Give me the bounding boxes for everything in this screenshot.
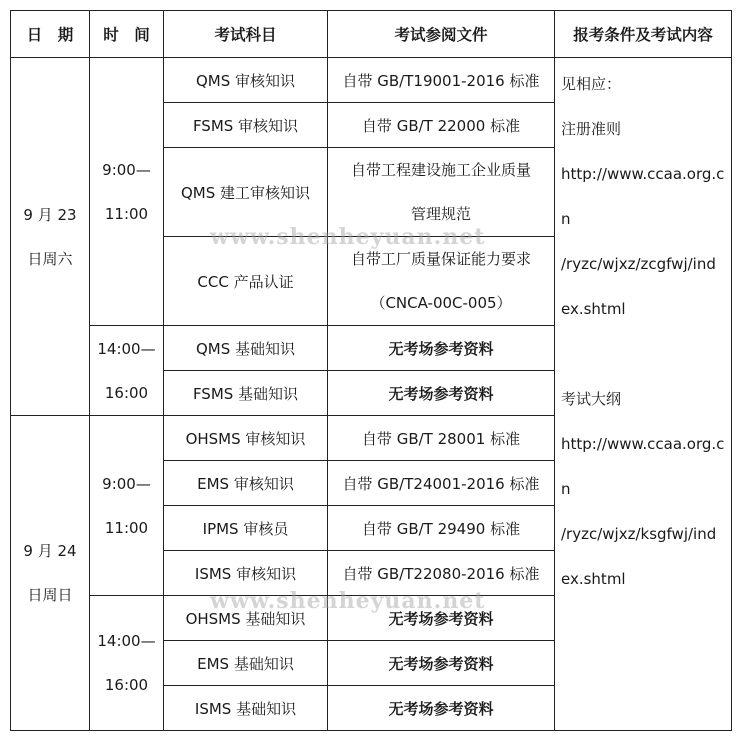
outline-label: 考试大纲 bbox=[561, 390, 622, 408]
exam-schedule-table bbox=[10, 10, 732, 731]
day2-morning-time-line1: 9:00— bbox=[102, 474, 151, 493]
regulation-url-part1[interactable]: http://www.ccaa.org.cn bbox=[561, 165, 725, 228]
reference-cell: 自带 GB/T24001-2016 标准 bbox=[328, 461, 555, 506]
day2-morning-time-line2: 11:00 bbox=[104, 518, 149, 537]
reference-line2: 管理规范 bbox=[410, 205, 471, 223]
day2-date-line2: 日周日 bbox=[27, 586, 73, 604]
reference-cell: 无考场参考资料 bbox=[328, 596, 555, 641]
regulation-url-part2[interactable]: /ryzc/wjxz/zcgfwj/ind bbox=[561, 255, 716, 273]
regulation-url-part3[interactable]: ex.shtml bbox=[561, 300, 626, 318]
day2-afternoon-time-line1: 14:00— bbox=[97, 632, 156, 650]
reference-cell: 自带 GB/T19001-2016 标准 bbox=[328, 58, 555, 103]
subject-cell: EMS 审核知识 bbox=[164, 461, 328, 506]
day1-morning-time-cell bbox=[90, 58, 164, 326]
watermark-text: www.shenheyuan.net bbox=[210, 224, 486, 250]
reference-cell: 自带 GB/T22080-2016 标准 bbox=[328, 551, 555, 596]
conditions-cell bbox=[555, 58, 732, 731]
header-reference: 考试参阅文件 bbox=[328, 11, 555, 58]
day1-morning-time-line1: 9:00— bbox=[102, 160, 151, 179]
day1-date-cell bbox=[11, 58, 90, 416]
reference-cell: 自带 GB/T 28001 标准 bbox=[328, 416, 555, 461]
reference-cell: 自带 GB/T 22000 标准 bbox=[328, 103, 555, 148]
reference-cell bbox=[328, 148, 555, 237]
reference-cell: 自带 GB/T 29490 标准 bbox=[328, 506, 555, 551]
header-subject: 考试科目 bbox=[164, 11, 328, 58]
subject-cell: FSMS 审核知识 bbox=[164, 103, 328, 148]
subject-cell: QMS 基础知识 bbox=[164, 326, 328, 371]
subject-cell: QMS 审核知识 bbox=[164, 58, 328, 103]
header-conditions: 报考条件及考试内容 bbox=[555, 11, 732, 58]
subject-cell: FSMS 基础知识 bbox=[164, 371, 328, 416]
conditions-line1: 见相应： bbox=[561, 75, 622, 93]
conditions-line2: 注册准则 bbox=[561, 120, 622, 138]
day1-afternoon-time-line2: 16:00 bbox=[104, 383, 149, 402]
reference-cell bbox=[328, 237, 555, 326]
outline-url-part2[interactable]: /ryzc/wjxz/ksgfwj/ind bbox=[561, 525, 717, 543]
day1-morning-time-line2: 11:00 bbox=[104, 204, 149, 223]
day2-afternoon-time-line2: 16:00 bbox=[104, 676, 149, 694]
subject-cell: QMS 建工审核知识 bbox=[164, 148, 328, 237]
table-row bbox=[11, 58, 732, 103]
spacer bbox=[561, 332, 727, 377]
subject-cell: EMS 基础知识 bbox=[164, 641, 328, 686]
day1-afternoon-time-cell bbox=[90, 326, 164, 416]
subject-cell: OHSMS 基础知识 bbox=[164, 596, 328, 641]
reference-line1: 自带工程建设施工企业质量 bbox=[350, 161, 531, 179]
day1-date-line2: 日周六 bbox=[27, 249, 73, 268]
day2-date-line1: 9 月 24 bbox=[23, 542, 77, 560]
header-time: 时 间 bbox=[90, 11, 164, 58]
reference-cell: 无考场参考资料 bbox=[328, 326, 555, 371]
day1-date-line1: 9 月 23 bbox=[23, 205, 77, 224]
header-date: 日 期 bbox=[11, 11, 90, 58]
subject-cell: ISMS 审核知识 bbox=[164, 551, 328, 596]
reference-cell: 无考场参考资料 bbox=[328, 371, 555, 416]
outline-url-part1[interactable]: http://www.ccaa.org.cn bbox=[561, 435, 725, 498]
reference-line1: 自带工厂质量保证能力要求 bbox=[350, 250, 531, 268]
day2-afternoon-time-cell bbox=[90, 596, 164, 731]
subject-cell: OHSMS 审核知识 bbox=[164, 416, 328, 461]
header-row bbox=[11, 11, 732, 58]
subject-cell: ISMS 基础知识 bbox=[164, 686, 328, 731]
day2-morning-time-cell bbox=[90, 416, 164, 596]
subject-cell: CCC 产品认证 bbox=[164, 237, 328, 326]
watermark-text: www.shenheyuan.net bbox=[210, 588, 486, 614]
reference-cell: 无考场参考资料 bbox=[328, 641, 555, 686]
day1-afternoon-time-line1: 14:00— bbox=[97, 339, 156, 358]
reference-cell: 无考场参考资料 bbox=[328, 686, 555, 731]
subject-cell: IPMS 审核员 bbox=[164, 506, 328, 551]
outline-url-part3[interactable]: ex.shtml bbox=[561, 570, 626, 588]
day2-date-cell bbox=[11, 416, 90, 731]
reference-line2: （CNCA-00C-005） bbox=[370, 294, 512, 312]
